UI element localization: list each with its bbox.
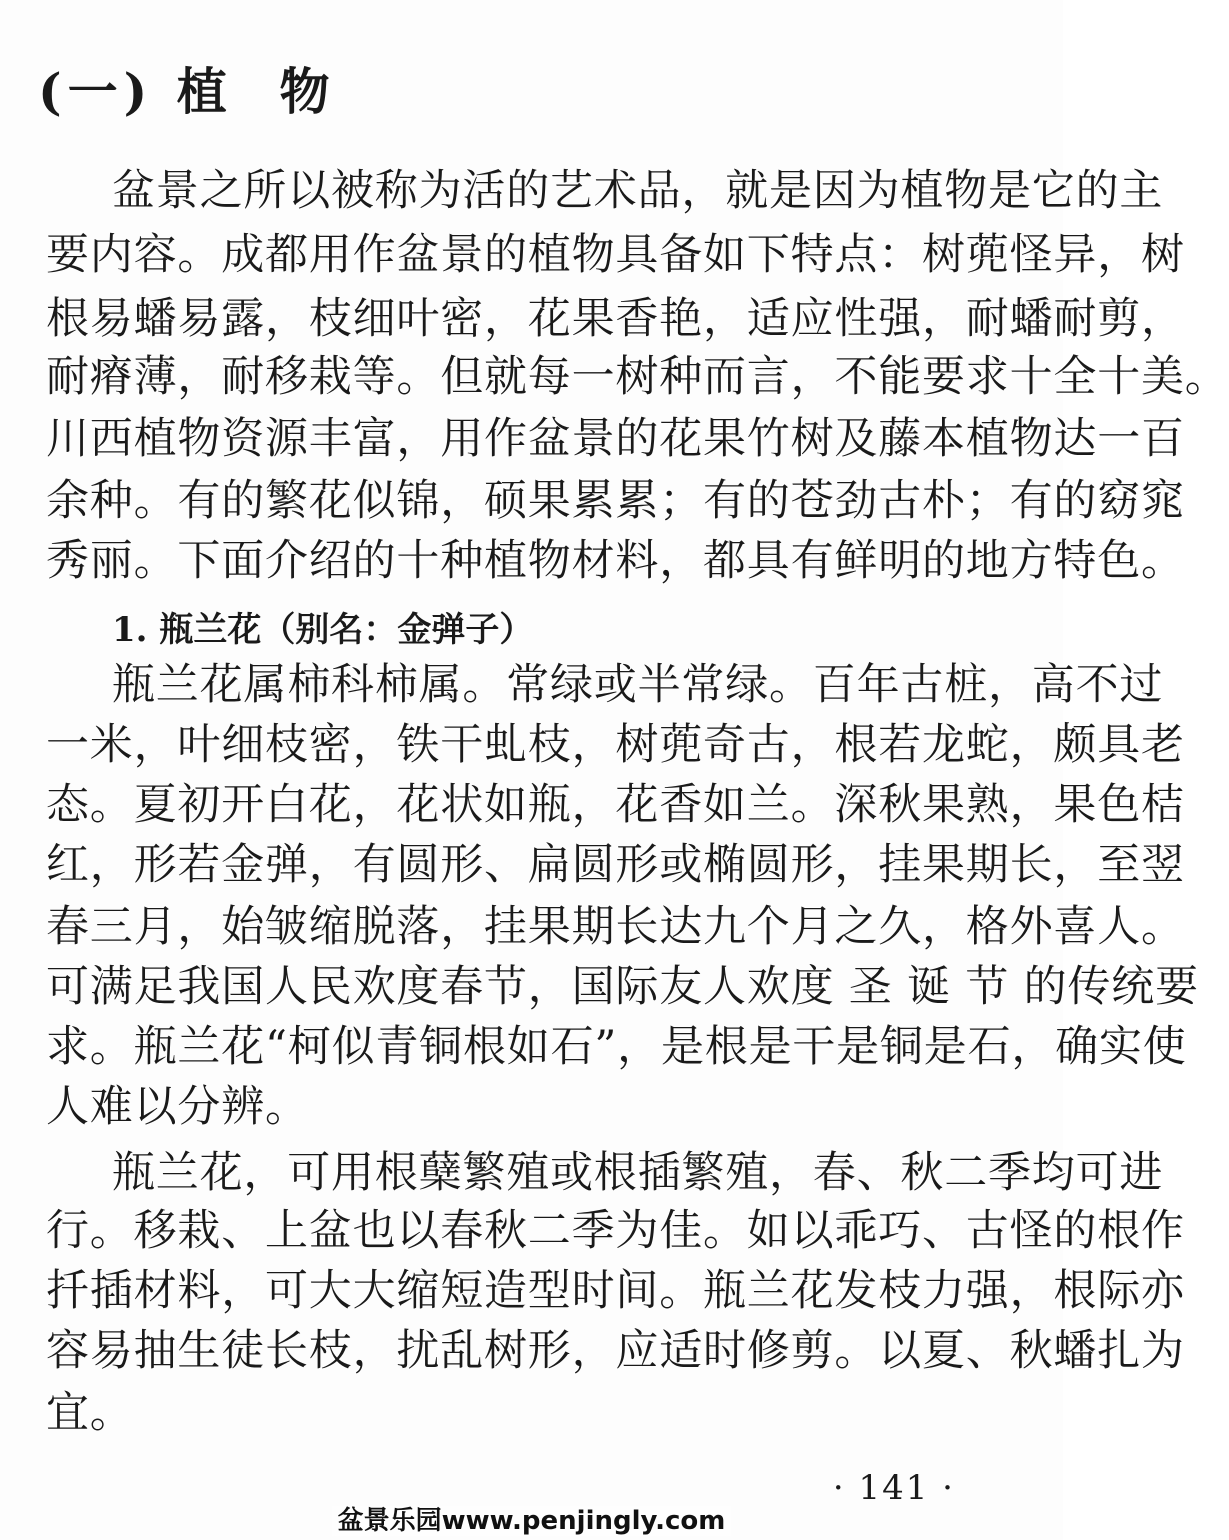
text-line: 川西植物资源丰富，用作盆景的花果竹树及藤本植物达一百 [46, 414, 1185, 464]
section-heading: (一) 植 物 [38, 62, 336, 121]
text-line: 瓶兰花属柿科柿属。常绿或半常绿。百年古桩，高不过 [112, 660, 1164, 710]
text-line: 容易抽生徒长枝，扰乱树形，应适时修剪。以夏、秋蟠扎为 [46, 1326, 1185, 1376]
text-line: 盆景之所以被称为活的艺术品，就是因为植物是它的主 [112, 166, 1164, 216]
text-line: 可满足我国人民欢度春节，国际友人欢度 圣 诞 节 的传统要 [46, 962, 1199, 1012]
text-line: 余种。有的繁花似锦，硕果累累；有的苍劲古朴；有的窈窕 [46, 476, 1185, 526]
text-line: 人难以分辨。 [46, 1082, 309, 1132]
text-line: 红，形若金弹，有圆形、扁圆形或椭圆形，挂果期长，至翌 [46, 840, 1185, 890]
subsection-heading: 1. 瓶兰花（别名：金弹子） [112, 610, 534, 650]
text-line: 根易蟠易露，枝细叶密，花果香艳，适应性强，耐蟠耐剪， [46, 294, 1185, 344]
text-line: 宜。 [46, 1388, 134, 1438]
text-line: 瓶兰花，可用根蘖繁殖或根插繁殖，春、秋二季均可进 [112, 1148, 1164, 1198]
text-line: 要内容。成都用作盆景的植物具备如下特点：树蔸怪异，树 [46, 230, 1185, 280]
watermark [0, 1500, 1063, 1537]
text-line: 春三月，始皱缩脱落，挂果期长达九个月之久，格外喜人。 [46, 902, 1185, 952]
watermark-text: 盆景乐园www.penjingly.com [332, 1506, 732, 1536]
text-line: 行。移栽、上盆也以春秋二季为佳。如以乖巧、古怪的根作 [46, 1206, 1185, 1256]
text-line: 耐瘠薄，耐移栽等。但就每一树种而言，不能要求十全十美。 [46, 352, 1229, 402]
text-line: 态。夏初开白花，花状如瓶，花香如兰。深秋果熟，果色桔 [46, 780, 1185, 830]
text-line: 扦插材料，可大大缩短造型时间。瓶兰花发枝力强，根际亦 [46, 1266, 1185, 1316]
text-line: 一米，叶细枝密，铁干虬枝，树蔸奇古，根若龙蛇，颇具老 [46, 720, 1185, 770]
text-line: 秀丽。下面介绍的十种植物材料，都具有鲜明的地方特色。 [46, 536, 1185, 586]
page-number: · 141 · [832, 1468, 955, 1508]
text-line: 求。瓶兰花“柯似青铜根如石”，是根是干是铜是石，确实使 [46, 1022, 1187, 1072]
